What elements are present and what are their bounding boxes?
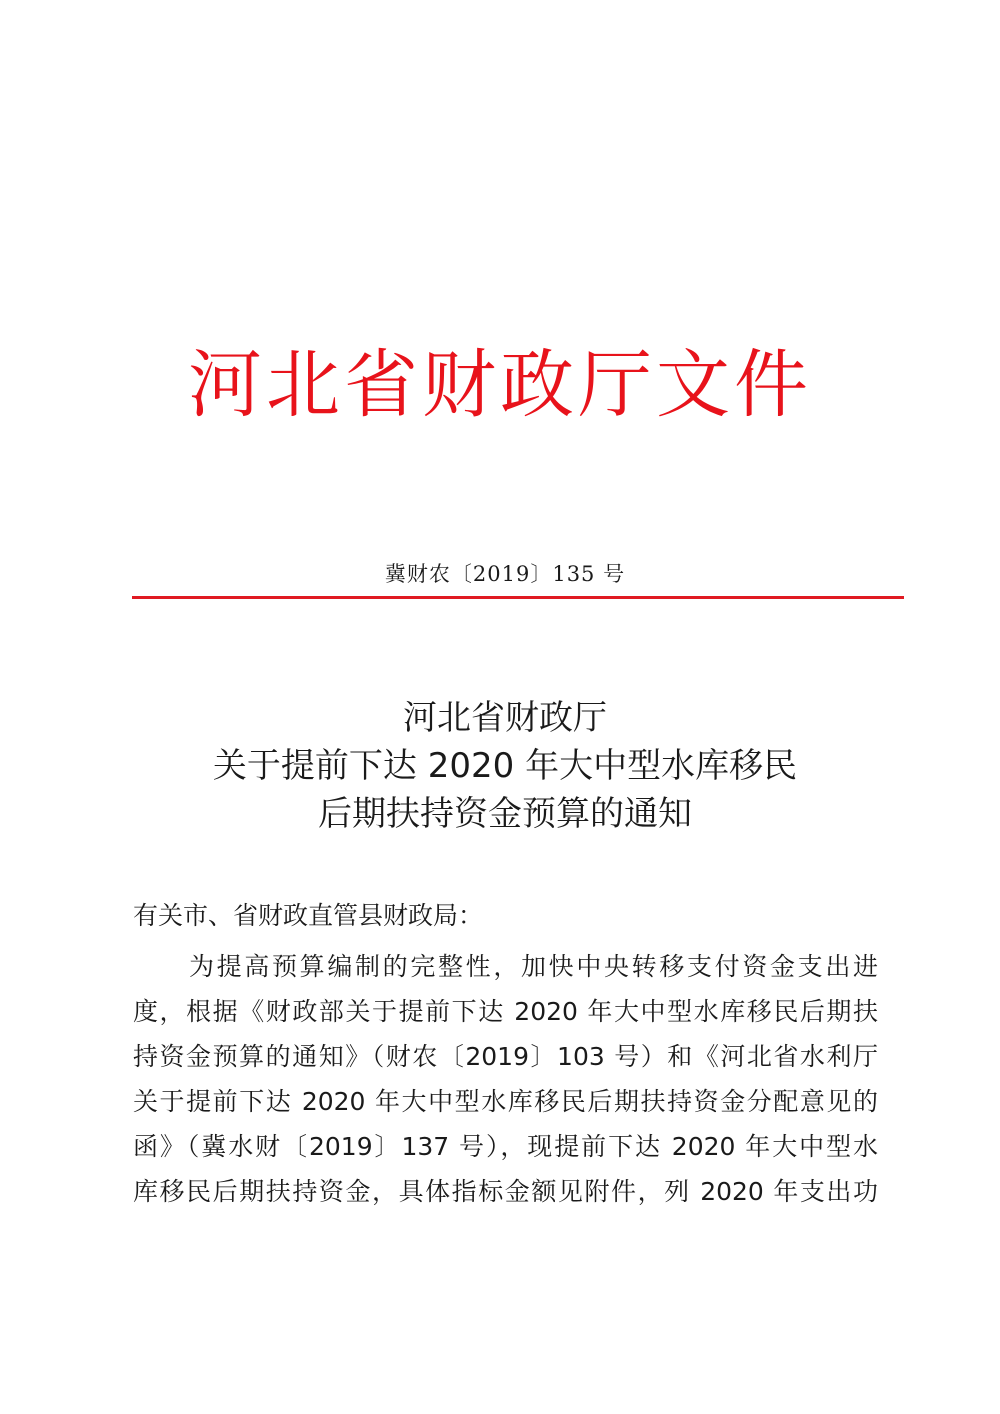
body-line-6: 库移民后期扶持资金，具体指标金额见附件，列 2020 年支出功: [133, 1177, 878, 1206]
title-line-2: 关于提前下达 2020 年大中型水库移民: [212, 746, 798, 786]
document-masthead: 河北省财政厅文件: [188, 342, 812, 428]
document-number: 冀财农〔2019〕135 号: [384, 562, 626, 586]
document-title: [0, 694, 1000, 838]
title-line-3: 后期扶持资金预算的通知: [318, 794, 692, 834]
body-line-3: 持资金预算的通知》（财农〔2019〕103 号）和《河北省水利厅: [133, 1042, 878, 1071]
salutation: 有关市、省财政直管县财政局：: [133, 901, 484, 930]
body-line-1: 为提高预算编制的完整性，加快中央转移支付资金支出进: [189, 952, 878, 981]
body-line-2: 度，根据《财政部关于提前下达 2020 年大中型水库移民后期扶: [133, 997, 878, 1026]
red-separator-line: [132, 596, 904, 599]
body-line-5: 函》（冀水财〔2019〕137 号），现提前下达 2020 年大中型水: [133, 1132, 878, 1161]
body-paragraph: [133, 944, 878, 1214]
title-line-1: 河北省财政厅: [403, 698, 607, 738]
body-line-4: 关于提前下达 2020 年大中型水库移民后期扶持资金分配意见的: [133, 1087, 878, 1116]
